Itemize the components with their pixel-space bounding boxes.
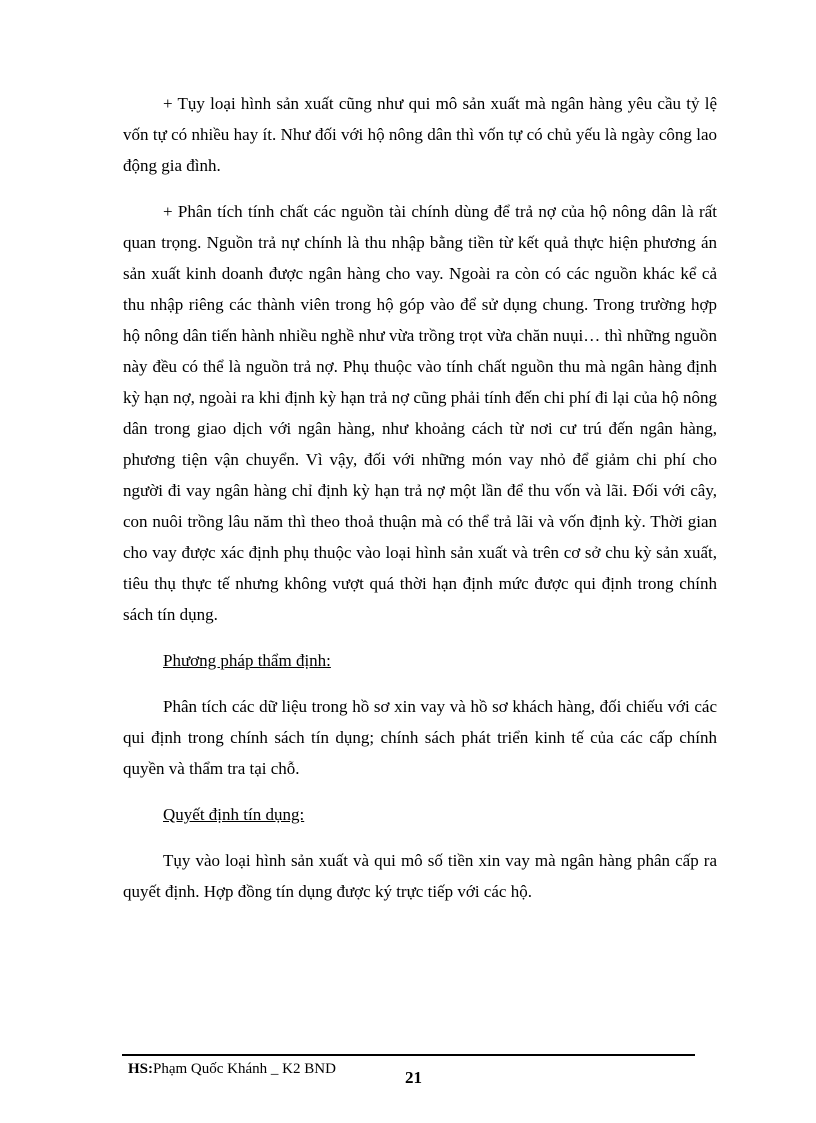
section-heading-text: Phương pháp thẩm định: — [163, 651, 331, 670]
paragraph: Tụy vào loại hình sản xuất và qui mô số tiền xin vay mà ngân hàng phân cấp ra quyết định. Hợp đồng tín dụng được ký trực tiếp với các hộ. — [123, 851, 717, 901]
footer-author — [128, 1061, 336, 1078]
paragraph: + Phân tích tính chất các nguồn tài chính dùng để trả nợ của hộ nông dân là rất quan trọng. Nguồn trả nự chính là thu nhập bằng tiền từ kết quả thực hiện phương án sản xuất kinh doanh được ngân hàng cho vay. Ngoài ra còn có các nguồn khác kể cả thu nhập riêng các thành viên trong hộ góp vào để sử dụng chung. Trong trường hợp hộ nông dân tiến hành nhiều nghề như vừa trồng trọt vừa chăn nuụi… thì những nguồn này đều có thể là nguồn trả nợ. Phụ thuộc vào tính chất nguồn thu mà ngân hàng định kỳ hạn nợ, ngoài ra khi định kỳ hạn trả nợ cũng phải tính đến chi phí đi lại của hộ nông dân trong giao dịch với ngân hàng, như khoảng cách từ nơi cư trú đến ngân hàng, phương tiện vận chuyển. Vì vậy, đối với những món vay nhỏ để giảm chi phí cho người đi vay ngân hàng chỉ định kỳ hạn trả nợ một lần để thu vốn và lãi. Đối với cây, con nuôi trồng lâu năm thì theo thoả thuận mà có thể trả lãi và vốn định kỳ. Thời gian cho vay được xác định phụ thuộc vào loại hình sản xuất và trên cơ sở chu kỳ sản xuất, tiêu thụ thực tế nhưng không vượt quá thời hạn định mức được qui định trong chính sách tín dụng. — [123, 202, 717, 624]
section-heading-text: Quyết định tín dụng: — [163, 805, 305, 824]
footer-hs-label: HS: — [128, 1061, 154, 1077]
page-number: 21 — [405, 1068, 422, 1087]
section-heading — [123, 645, 717, 676]
paragraph: + Tụy loại hình sản xuất cũng như qui mô sản xuất mà ngân hàng yêu cầu tỷ lệ vốn tự có nhiều hay ít. Như đối với hộ nông dân thì vốn tự có chủ yếu là ngày công lao động gia đình. — [123, 94, 717, 175]
footer-divider — [122, 1054, 695, 1056]
footer-author-name: Phạm Quốc Khánh _ K2 BND — [153, 1061, 336, 1077]
document-body — [123, 88, 717, 922]
section-heading — [123, 799, 717, 830]
paragraph: Phân tích các dữ liệu trong hồ sơ xin vay và hồ sơ khách hàng, đối chiếu với các qui định trong chính sách tín dụng; chính sách phát triển kinh tế của các cấp chính quyền và thẩm tra tại chỗ. — [123, 697, 717, 778]
